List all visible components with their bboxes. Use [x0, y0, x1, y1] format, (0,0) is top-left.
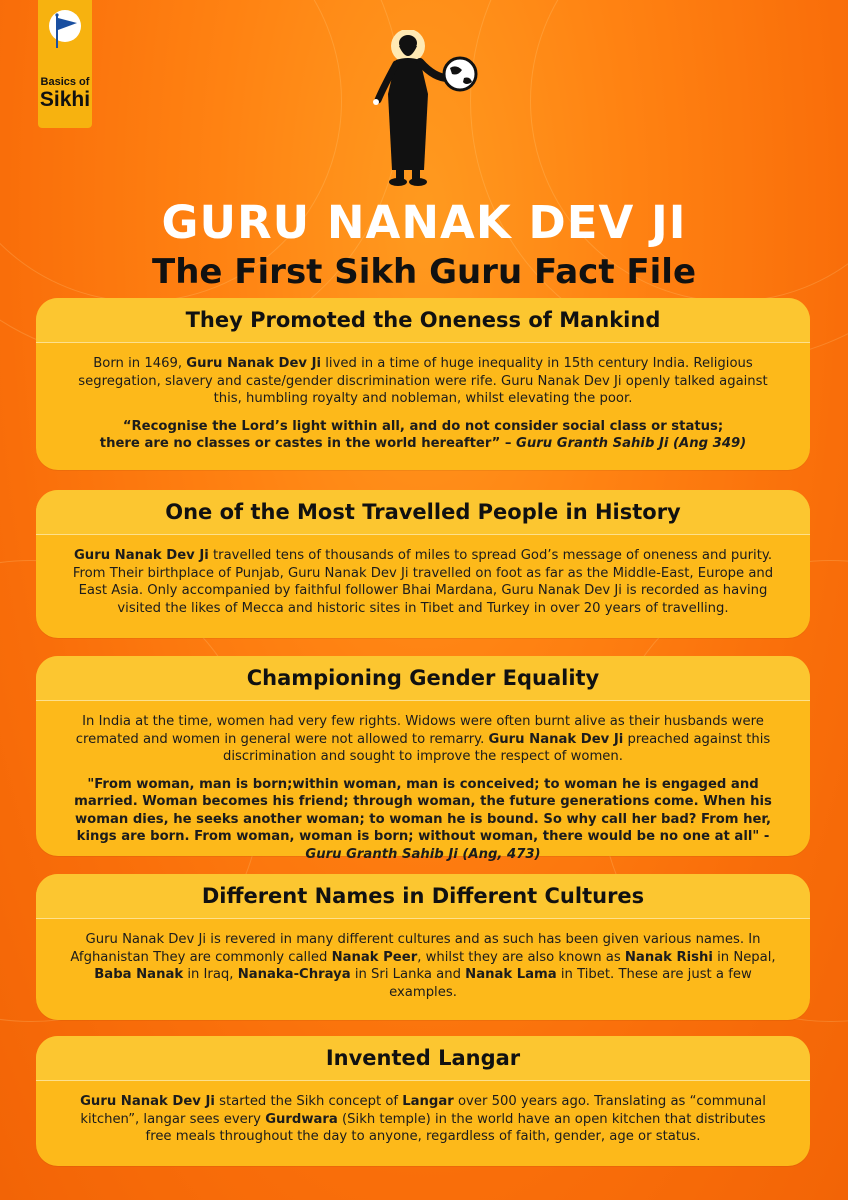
- section-card-gender-equality: [36, 656, 810, 862]
- logo-line1: Basics of: [40, 76, 90, 88]
- section-text: In India at the time, women had very few rights. Widows were often burnt alive as their husbands were cremated and women in general were not allowed to remarry. Guru Nanak Dev Ji preached against this discrimination and sought to improve the respect of women.: [75, 714, 771, 764]
- section-heading: Invented Langar: [36, 1036, 810, 1081]
- khanda-flag-icon: [47, 8, 83, 54]
- section-card-names: [36, 874, 810, 1020]
- section-heading: Championing Gender Equality: [36, 656, 810, 701]
- section-quote: “Recognise the Lord’s light within all, and do not consider social class or status; there are no classes or castes in the world hereafter” – Guru Granth Sahib Ji (Ang 349): [99, 418, 747, 451]
- section-text: Guru Nanak Dev Ji is revered in many different cultures and as such has been given various names. In Afghanistan They are commonly called Nanak Peer, whilst they are also known as Nanak Rishi in Nepal, Baba Nanak in Iraq, Nanaka-Chraya in Sri Lanka and Nanak Lama in Tibet. These are just a few examples.: [70, 932, 776, 1000]
- section-heading: They Promoted the Oneness of Mankind: [36, 298, 810, 343]
- section-text: Guru Nanak Dev Ji started the Sikh concept of Langar over 500 years ago. Translating as “communal kitchen”, langar sees every Gurdwara (Sikh temple) in the world have an open kitchen that distributes free meals throughout the day to anyone, regardless of faith, gender, age or status.: [80, 1094, 766, 1144]
- logo-line2: Sikhi: [39, 88, 91, 111]
- guru-silhouette-illustration: [366, 30, 486, 192]
- page-title: GURU NANAK DEV JI: [161, 196, 687, 249]
- brand-logo[interactable]: [38, 0, 92, 128]
- section-card-langar: [36, 1036, 810, 1166]
- section-card-travelled: [36, 490, 810, 638]
- section-quote: "From woman, man is born;within woman, man is conceived; to woman he is engaged and married. Woman becomes his friend; through woman, the future generations come. When his woman dies, he seeks another woman; to woman he is bound. So why call her bad? From her, kings are born. From woman, woman is born; without woman, there would be no one at all" - Guru Granth Sahib Ji (Ang, 473): [74, 776, 772, 862]
- section-text: Born in 1469, Guru Nanak Dev Ji lived in a time of huge inequality in 15th century India. Religious segregation, slavery and caste/gender discrimination were rife. Guru Nanak Dev Ji openly talked against this, humbling royalty and nobleman, whilst elevating the poor.: [78, 356, 768, 406]
- page-subtitle: The First Sikh Guru Fact File: [152, 252, 696, 292]
- section-heading: Different Names in Different Cultures: [36, 874, 810, 919]
- section-card-oneness: [36, 298, 810, 470]
- section-heading: One of the Most Travelled People in History: [36, 490, 810, 535]
- section-text: Guru Nanak Dev Ji travelled tens of thousands of miles to spread God’s message of oneness and purity. From Their birthplace of Punjab, Guru Nanak Dev Ji travelled on foot as far as the Middle-East, Europe and East Asia. Only accompanied by faithful follower Bhai Mardana, Guru Nanak Dev Ji is recorded as having visited the likes of Mecca and historic sites in Tibet and Turkey in over 20 years of travelling.: [72, 548, 774, 616]
